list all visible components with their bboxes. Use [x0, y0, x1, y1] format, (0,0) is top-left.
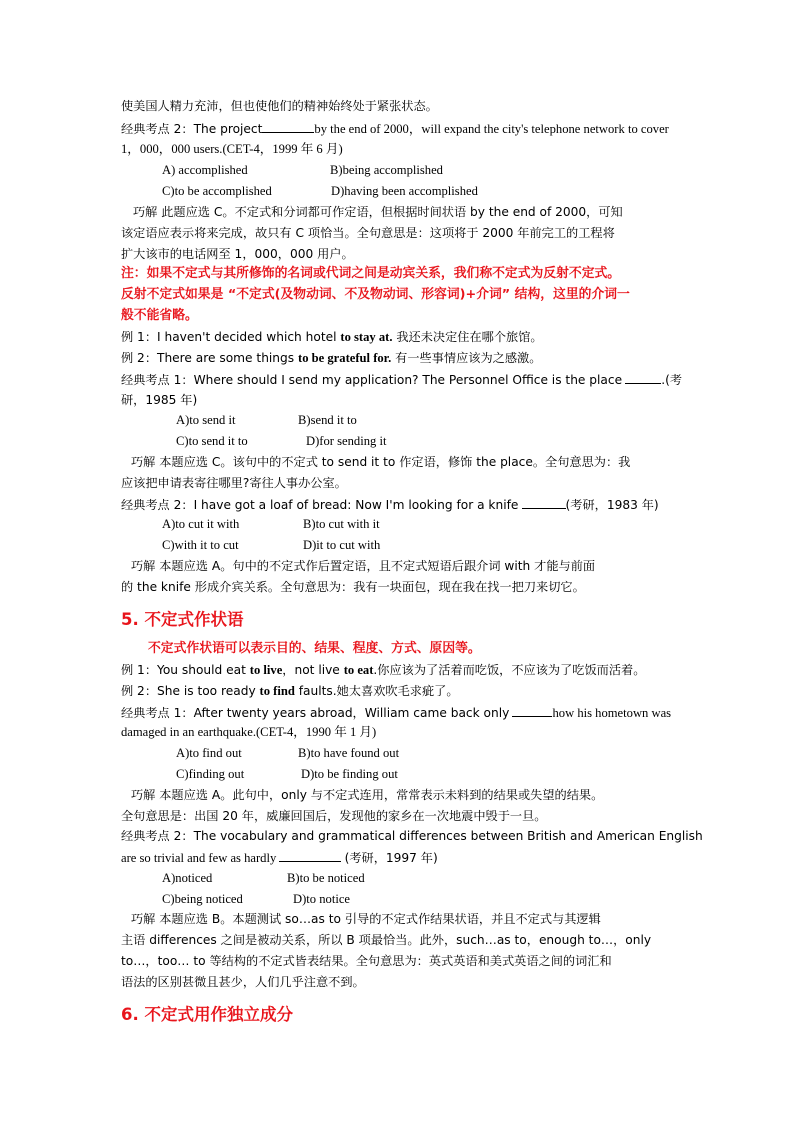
option-b: B)to cut with it: [303, 517, 380, 531]
question-text: 经典考点 1：Where should I send my application? The Personnel Office is the place: [121, 373, 623, 387]
example-translation: faults.她太喜欢吹毛求疵了。: [294, 684, 459, 698]
example-translation: .你应该为了活着而吃饭，不应该为了吃饭而活着。: [373, 663, 646, 677]
option-c: C)finding out: [176, 767, 245, 781]
answer-blank: [279, 849, 341, 862]
example-emphasis: to stay at.: [340, 330, 393, 344]
example-text: 例 2：There are some things: [121, 351, 298, 365]
section-heading-6: 6. 不定式用作独立成分: [121, 1005, 293, 1024]
section-intro: 不定式作状语可以表示目的、结果、程度、方式、原因等。: [148, 641, 481, 656]
section-heading-5: 5. 不定式作状语: [121, 610, 244, 629]
text-line: 1，000，000 users.(CET-4，1999 年 6 月): [121, 142, 343, 156]
option-a: A)noticed: [162, 871, 213, 885]
question-label: 经典考点 2：The project: [121, 122, 263, 136]
example-emphasis: to be grateful for.: [298, 351, 392, 365]
example-2: [121, 683, 459, 699]
note-red: 反射不定式如果是 “不定式(及物动词、不及物动词、形容词)+介词” 结构，这里的介词一: [121, 287, 630, 302]
exam-question-2-cont: [121, 849, 438, 866]
explanation-line: 巧解 本题应选 A。句中的不定式作后置定语，且不定式短语后跟介词 with 才能与前面: [131, 559, 596, 573]
explanation-line: 应该把申请表寄往哪里?寄往人事办公室。: [121, 476, 347, 490]
option-b: B)to have found out: [298, 746, 400, 760]
example-emphasis: to eat: [343, 663, 374, 677]
question-text: 经典考点 2：I have got a loaf of bread: Now I'm looking for a knife: [121, 498, 519, 512]
example-emphasis: to find: [259, 684, 295, 698]
question-text: (考研，1983 年): [565, 498, 659, 512]
example-translation: 我还未决定住在哪个旅馆。: [392, 330, 543, 344]
answer-blank: [522, 496, 566, 509]
explanation-line: 的 the knife 形成介宾关系。全句意思为：我有一块面包，现在我在找一把刀来切它。: [121, 580, 585, 594]
explanation-line: 巧解 此题应选 C。不定式和分词都可作定语，但根据时间状语 by the end of 2000，可知: [133, 205, 623, 219]
question-text: (考研，1997 年): [344, 851, 438, 865]
option-a: A)to cut it with: [162, 517, 240, 531]
note-red: 注：如果不定式与其所修饰的名词或代词之间是动宾关系，我们称不定式为反射不定式。: [121, 266, 621, 281]
note-red: 般不能省略。: [121, 308, 198, 323]
option-c: C)to be accomplished: [162, 184, 272, 198]
example-translation: 有一些事情应该为之感激。: [391, 351, 542, 365]
option-a: A) accomplished: [162, 163, 248, 177]
example-text: 例 1：You should eat: [121, 663, 250, 677]
explanation-line: 扩大该市的电话网至 1，000，000 用户。: [121, 247, 354, 261]
exam-question-2: [121, 120, 669, 137]
exam-question-1: [121, 371, 682, 388]
option-d: D)having been accomplished: [331, 184, 478, 198]
option-b: B)being accomplished: [330, 163, 443, 177]
answer-blank: [262, 120, 314, 133]
text-line: 研，1985 年): [121, 393, 198, 407]
option-b: B)send it to: [298, 413, 357, 427]
question-text: are so trivial and few as hardly: [121, 851, 277, 865]
example-2: [121, 350, 541, 366]
option-c: C)being noticed: [162, 892, 243, 906]
explanation-line: 全句意思是：出国 20 年，威廉回国后，发现他的家乡在一次地震中毁于一旦。: [121, 809, 547, 823]
example-text: ，not live: [282, 663, 344, 677]
answer-blank: [512, 704, 552, 717]
option-c: C)with it to cut: [162, 538, 239, 552]
explanation-line: 语法的区别甚微且甚少，人们几乎注意不到。: [121, 975, 365, 989]
option-a: A)to find out: [176, 746, 242, 760]
question-text: how his hometown was: [552, 706, 672, 720]
option-d: D)for sending it: [306, 434, 387, 448]
exam-question-2: [121, 496, 659, 513]
example-emphasis: to live: [249, 663, 283, 677]
option-b: B)to be noticed: [287, 871, 365, 885]
explanation-line: 主语 differences 之间是被动关系，所以 B 项最恰当。此外，such…as to，enough to…，only: [121, 933, 652, 947]
question-text: 经典考点 1：After twenty years abroad，William came back only: [121, 706, 510, 720]
explanation-line: 巧解 本题应选 C。该句中的不定式 to send it to 作定语，修饰 the place。全句意思为：我: [131, 455, 631, 469]
option-d: D)to notice: [293, 892, 351, 906]
explanation-line: 巧解 本题应选 A。此句中，only 与不定式连用，常常表示未料到的结果或失望的结果。: [131, 788, 604, 802]
exam-question-2: 经典考点 2：The vocabulary and grammatical differences between British and American English: [121, 829, 703, 843]
question-text: by the end of 2000，will expand the city's telephone network to cover: [314, 122, 669, 136]
option-d: D)it to cut with: [303, 538, 381, 552]
option-c: C)to send it to: [176, 434, 248, 448]
explanation-line: to…，too… to 等结构的不定式皆表结果。全句意思为：英式英语和美式英语之间的词汇和: [121, 954, 612, 968]
option-a: A)to send it: [176, 413, 236, 427]
example-text: 例 2：She is too ready: [121, 684, 260, 698]
exam-question-1: [121, 704, 671, 721]
text-line: damaged in an earthquake.(CET-4，1990 年 1 月): [121, 725, 377, 739]
answer-blank: [625, 371, 661, 384]
text-line: 使美国人精力充沛，但也使他们的精神始终处于紧张状态。: [121, 99, 438, 113]
example-text: 例 1：I haven't decided which hotel: [121, 330, 341, 344]
explanation-line: 巧解 本题应选 B。本题测试 so…as to 引导的不定式作结果状语，并且不定式与其逻辑: [131, 912, 601, 926]
question-text: .(考: [661, 373, 683, 387]
option-d: D)to be finding out: [301, 767, 398, 781]
example-1: [121, 329, 543, 345]
explanation-line: 该定语应表示将来完成，故只有 C 项恰当。全句意思是：这项将于 2000 年前完工的工程将: [121, 226, 615, 240]
example-1: [121, 662, 645, 678]
